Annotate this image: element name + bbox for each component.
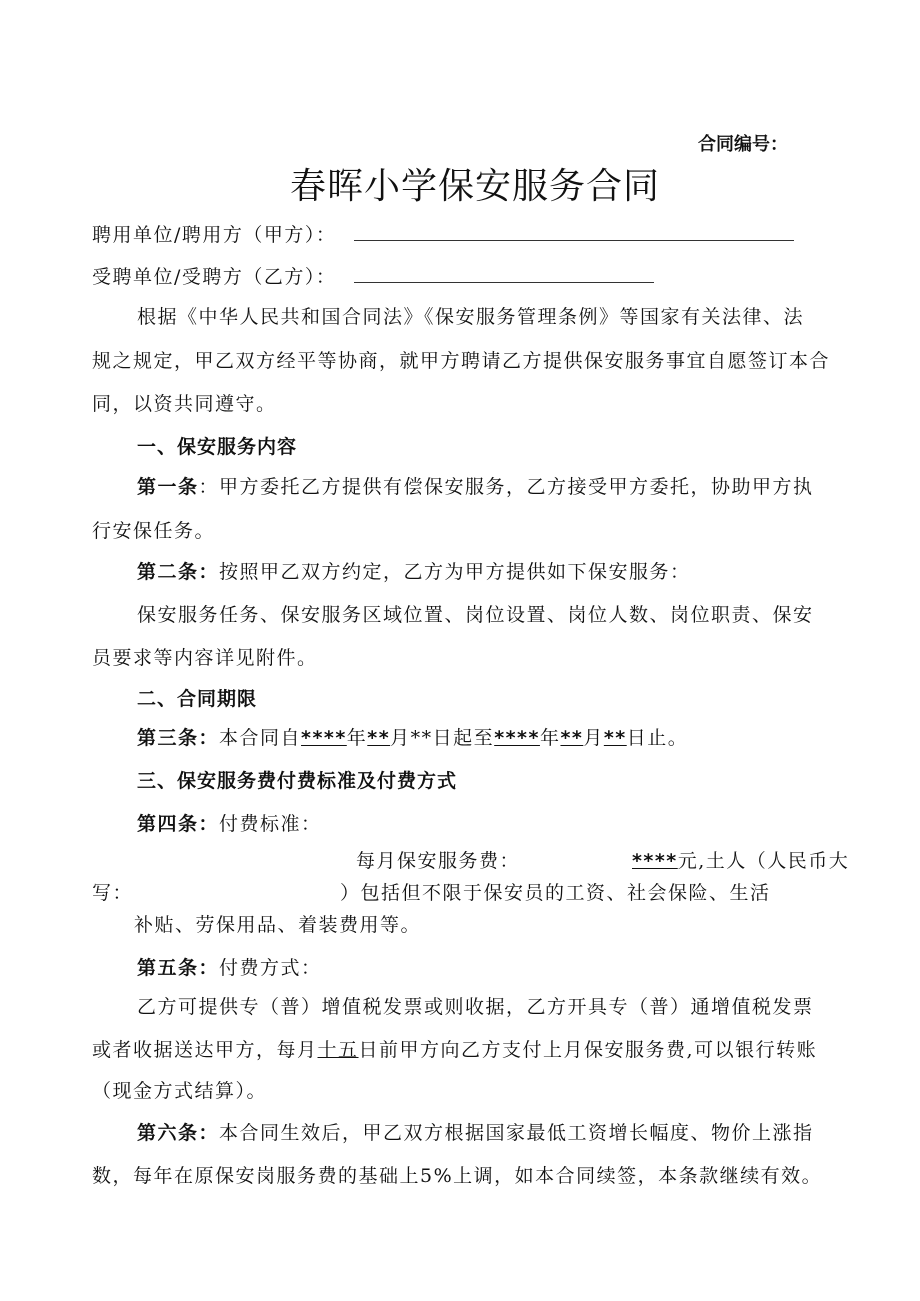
- party-a-blank: [354, 220, 794, 241]
- start-month: **: [367, 727, 391, 749]
- article-4-line: [137, 809, 322, 836]
- article-6-label: 第六条：: [137, 1122, 220, 1144]
- article-5-text: 日前甲方向乙方支付上月保安服务费,可以银行转账: [358, 1039, 818, 1061]
- article-3-text: 本合同自: [219, 727, 302, 749]
- intro-line-2: 规之规定，甲乙双方经平等协商，就甲方聘请乙方提供保安服务事宜自愿签订本合: [92, 350, 831, 372]
- article-3-label: 第三条：: [137, 727, 220, 749]
- page-title: 春晖小学保安服务合同: [289, 166, 660, 207]
- article-5-text: 或者收据送达甲方，每月: [92, 1039, 318, 1061]
- party-a-row: [92, 220, 794, 247]
- article-3-text: 月: [583, 727, 604, 749]
- article-3-text: 年: [346, 727, 368, 749]
- article-1-label: 第一条: [137, 476, 199, 498]
- fee-after: 元,土人（人民币大: [677, 850, 850, 872]
- article-1-line-1: [137, 472, 814, 499]
- contract-number-label: 合同编号：: [698, 134, 788, 155]
- end-month: **: [560, 727, 584, 749]
- article-5-detail-3: （现金方式结算）。: [92, 1080, 268, 1102]
- article-1-line-2: 行安保任务。: [92, 520, 216, 542]
- section-2-heading: 二、合同期限: [137, 688, 258, 710]
- article-6-line-1: [137, 1118, 814, 1145]
- intro-line-3: 同，以资共同遵守。: [92, 393, 277, 415]
- article-5-line: [137, 953, 322, 980]
- party-b-blank: [354, 262, 654, 283]
- article-5-label: 第五条：: [137, 957, 220, 979]
- fee-line-2a: 写：: [92, 882, 134, 904]
- article-5-detail-1: 乙方可提供专（普）增值税发票或则收据，乙方开具专（普）通增值税发票: [137, 996, 814, 1018]
- end-year: ****: [494, 727, 540, 749]
- payment-day: 十五: [317, 1039, 359, 1061]
- article-2-text: 按照甲乙双方约定，乙方为甲方提供如下保安服务：: [219, 561, 691, 583]
- article-4-text: 付费标准：: [219, 813, 322, 835]
- section-1-heading: 一、保安服务内容: [137, 436, 298, 458]
- fee-label: 每月保安服务费：: [356, 850, 521, 872]
- article-5-detail-2: [92, 1035, 817, 1062]
- article-3-text: 年: [539, 727, 561, 749]
- article-2-label: 第二条：: [137, 561, 220, 583]
- party-b-label: 受聘单位/受聘方（乙方）：: [92, 266, 337, 288]
- end-day: **: [603, 727, 627, 749]
- article-2-line: [137, 557, 691, 584]
- party-a-label: 聘用单位/聘用方（甲方）：: [92, 224, 337, 246]
- intro-line-1: 根据《中华人民共和国合同法》《保安服务管理条例》等国家有关法律、法: [137, 306, 805, 328]
- fee-line-2b: ）包括但不限于保安员的工资、社会保险、生活: [340, 882, 771, 904]
- article-6-line-2: 数，每年在原保安岗服务费的基础上5%上调，如本合同续签，本条款继续有效。: [92, 1165, 823, 1187]
- party-b-row: [92, 262, 654, 289]
- article-4-label: 第四条：: [137, 813, 220, 835]
- article-1-text: ：甲方委托乙方提供有偿保安服务，乙方接受甲方委托，协助甲方执: [198, 476, 814, 498]
- fee-amount-row: [632, 846, 849, 873]
- fee-line-3: 补贴、劳保用品、着装费用等。: [134, 914, 422, 936]
- article-5-text: 付费方式：: [219, 957, 322, 979]
- article-2-detail-1: 保安服务任务、保安服务区域位置、岗位设置、岗位人数、岗位职责、保安: [137, 604, 814, 626]
- article-3-text: 月**日起至: [390, 727, 495, 749]
- article-2-detail-2: 员要求等内容详见附件。: [92, 647, 318, 669]
- start-year: ****: [301, 727, 347, 749]
- fee-amount: ****: [632, 850, 678, 872]
- article-6-text: 本合同生效后，甲乙双方根据国家最低工资增长幅度、物价上涨指: [219, 1122, 814, 1144]
- article-3-text: 日止。: [626, 727, 689, 749]
- section-3-heading: 三、保安服务费付费标准及付费方式: [137, 770, 458, 792]
- article-3-line: [137, 723, 688, 750]
